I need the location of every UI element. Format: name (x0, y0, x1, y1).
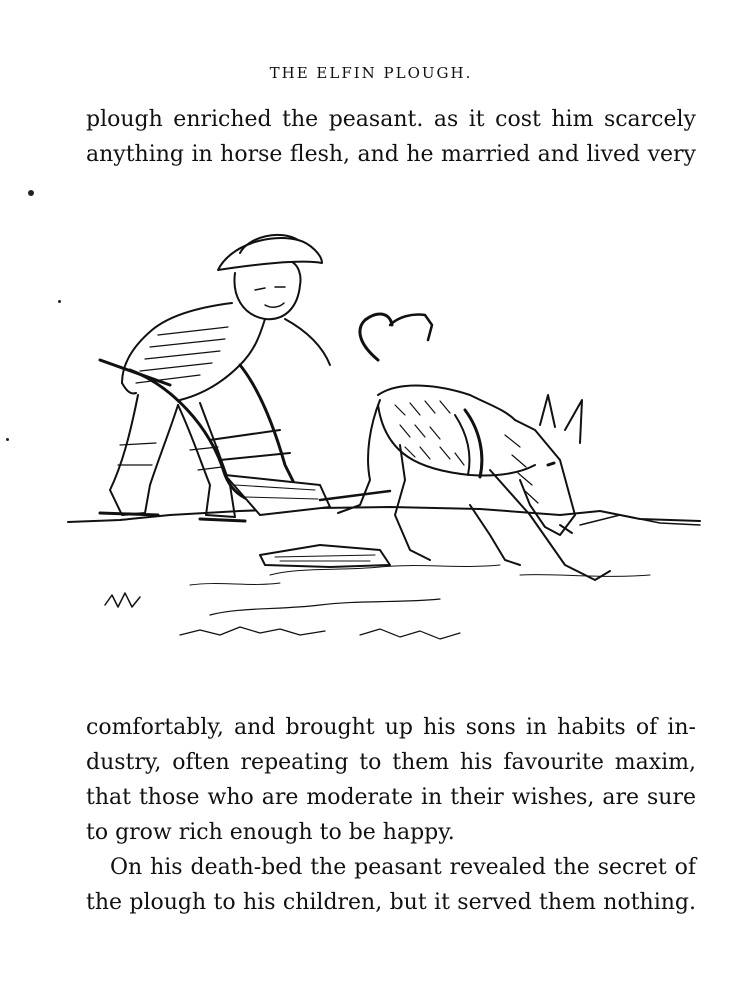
top-paragraph (86, 102, 696, 172)
text-line: the plough to his children, but it served them nothing. (86, 890, 696, 915)
ink-speck (28, 190, 34, 196)
text-line: that those who are moderate in their wishes, are sure (86, 785, 696, 810)
running-head: THE ELFIN PLOUGH. (269, 64, 473, 82)
text-line: On his death-bed the peasant revealed the secret of (110, 855, 696, 880)
ink-speck (6, 438, 9, 441)
text-line: comfortably, and brought up his sons in habits of in- (86, 715, 696, 740)
text-line: to grow rich enough to be happy. (86, 820, 455, 845)
bottom-text (86, 710, 696, 920)
text-line: anything in horse flesh, and he married and lived very (86, 142, 696, 167)
text-line: dustry, often repeating to them his favourite maxim, (86, 750, 696, 775)
peasant-ploughing-illustration (60, 215, 710, 675)
ink-speck (58, 300, 61, 303)
text-line: plough enriched the peasant. as it cost him scarcely (86, 107, 696, 132)
